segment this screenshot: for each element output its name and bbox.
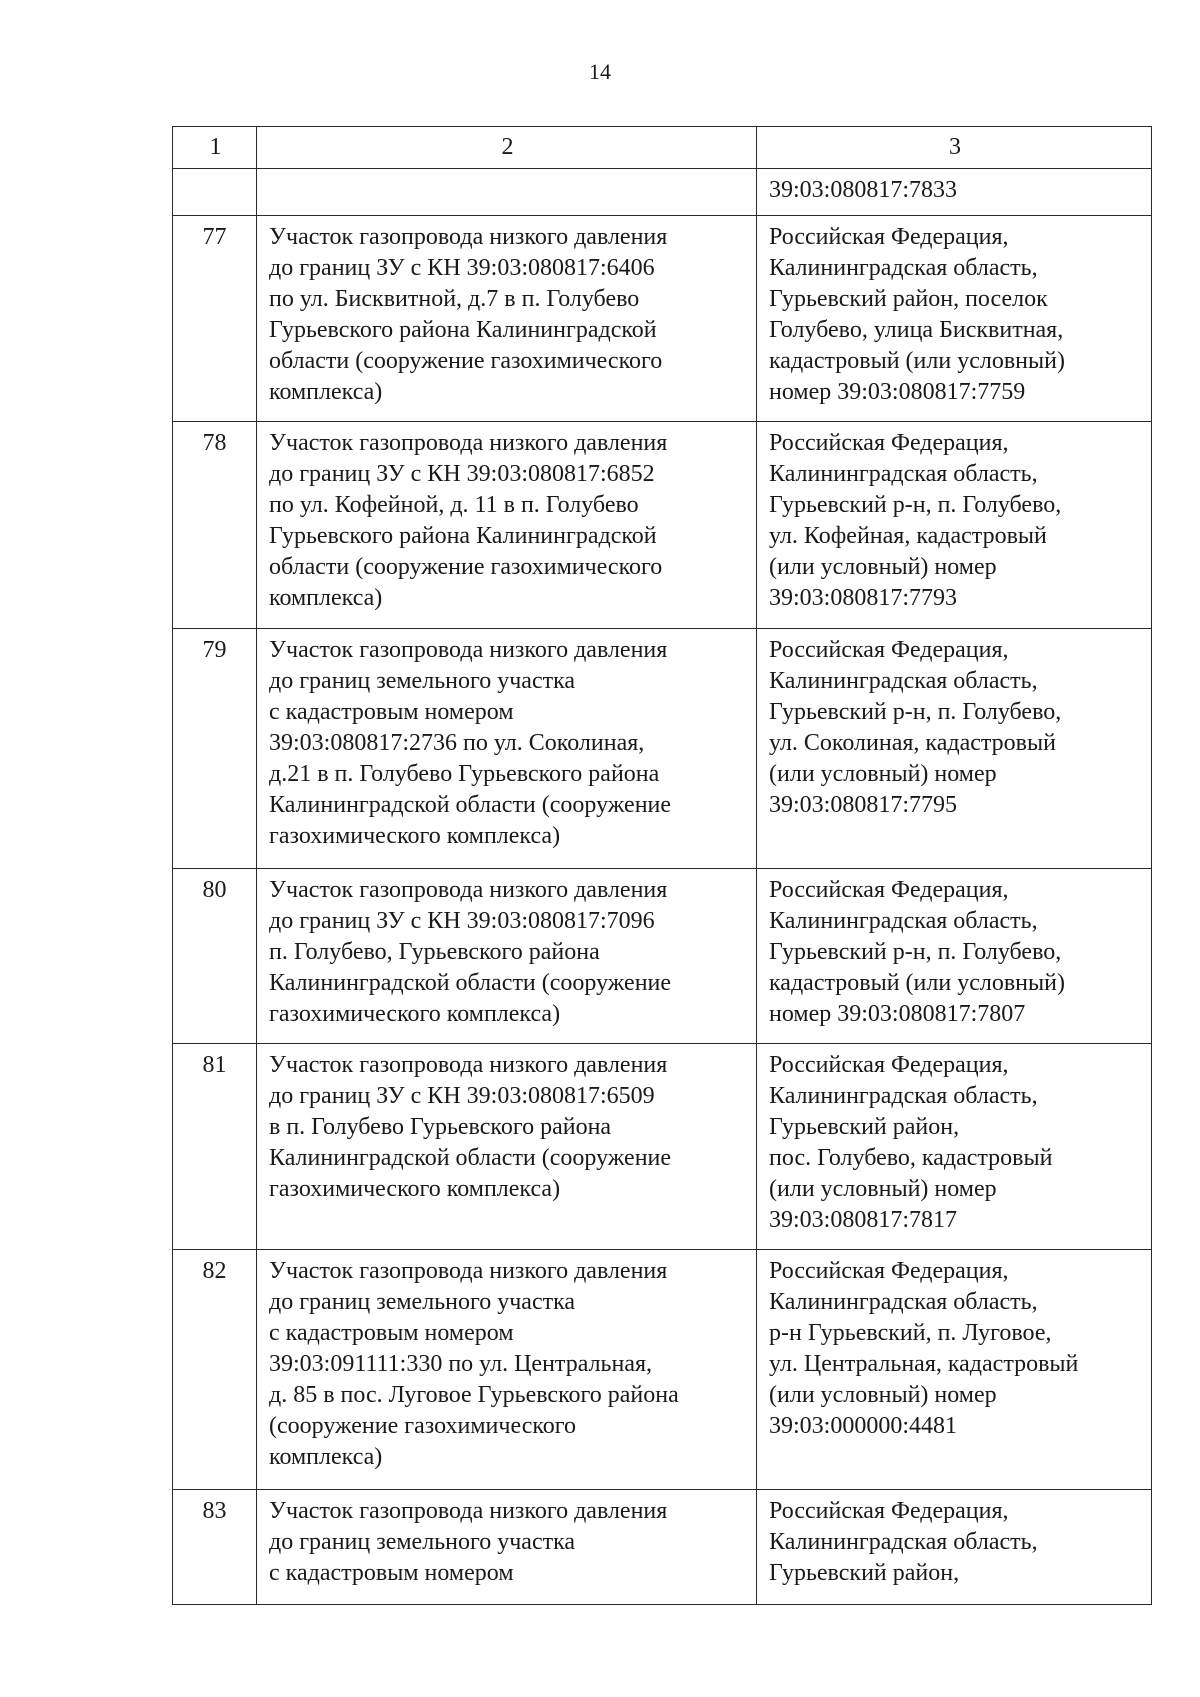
description-line: до границ ЗУ с КН 39:03:080817:6852 [269, 461, 655, 487]
description-line: Участок газопровода низкого давления [269, 430, 668, 456]
description-line: Калининградской области (сооружение [269, 970, 672, 996]
table-row [173, 1250, 1152, 1490]
continuation-row [173, 169, 1152, 216]
row-number: 79 [173, 629, 257, 869]
address-line: р-н Гурьевский, п. Луговое, [769, 1320, 1052, 1346]
object-description [257, 422, 757, 629]
object-address [757, 869, 1152, 1044]
description-line: д.21 в п. Голубево Гурьевского района [269, 761, 660, 787]
row-number: 80 [173, 869, 257, 1044]
table-row [173, 869, 1152, 1044]
table-row [173, 216, 1152, 422]
address-line: Российская Федерация, [769, 224, 1009, 250]
address-line: Калининградская область, [769, 255, 1038, 281]
description-line: до границ земельного участка [269, 1529, 576, 1555]
table-row [173, 422, 1152, 629]
address-line: Российская Федерация, [769, 1052, 1009, 1078]
table-row [173, 1044, 1152, 1250]
object-description [257, 169, 757, 216]
object-description [257, 1490, 757, 1605]
description-line: Участок газопровода низкого давления [269, 637, 668, 663]
address-line: ул. Кофейная, кадастровый [769, 523, 1047, 549]
row-number: 82 [173, 1250, 257, 1490]
description-line: с кадастровым номером [269, 1560, 514, 1586]
address-line: Калининградская область, [769, 461, 1038, 487]
column-header-2: 2 [257, 127, 757, 169]
description-line: комплекса) [269, 379, 383, 405]
description-line: (сооружение газохимического [269, 1413, 577, 1439]
description-line: д. 85 в пос. Луговое Гурьевского района [269, 1382, 679, 1408]
table-row [173, 1490, 1152, 1605]
column-header-3: 3 [757, 127, 1152, 169]
address-line: 39:03:080817:7793 [769, 585, 958, 611]
row-number: 83 [173, 1490, 257, 1605]
object-description [257, 1250, 757, 1490]
object-description [257, 869, 757, 1044]
address-line: кадастровый (или условный) [769, 970, 1065, 996]
address-line: 39:03:080817:7817 [769, 1207, 958, 1233]
row-number: 81 [173, 1044, 257, 1250]
address-line: Калининградская область, [769, 668, 1038, 694]
description-line: п. Голубево, Гурьевского района [269, 939, 600, 965]
description-line: Калининградской области (сооружение [269, 792, 672, 818]
description-line: с кадастровым номером [269, 699, 514, 725]
address-line: 39:03:000000:4481 [769, 1413, 958, 1439]
address-line: Калининградская область, [769, 1083, 1038, 1109]
description-line: Участок газопровода низкого давления [269, 1052, 668, 1078]
address-line: (или условный) номер [769, 761, 997, 787]
object-address [757, 1490, 1152, 1605]
description-line: области (сооружение газохимического [269, 348, 663, 374]
address-line: Гурьевский район, [769, 1114, 960, 1140]
address-line: номер 39:03:080817:7759 [769, 379, 1026, 405]
description-line: Участок газопровода низкого давления [269, 1258, 668, 1284]
address-line: пос. Голубево, кадастровый [769, 1145, 1053, 1171]
row-number [173, 169, 257, 216]
address-line: Гурьевский р-н, п. Голубево, [769, 492, 1062, 518]
object-address [757, 422, 1152, 629]
description-line: по ул. Бисквитной, д.7 в п. Голубево [269, 286, 640, 312]
address-line: Гурьевский район, [769, 1560, 960, 1586]
object-address [757, 1250, 1152, 1490]
address-line: (или условный) номер [769, 554, 997, 580]
description-line: в п. Голубево Гурьевского района [269, 1114, 612, 1140]
address-line: Калининградская область, [769, 908, 1038, 934]
page-number: 14 [589, 59, 611, 84]
address-line: 39:03:080817:7833 [769, 177, 958, 203]
description-line: области (сооружение газохимического [269, 554, 663, 580]
address-line: Российская Федерация, [769, 1258, 1009, 1284]
row-number: 77 [173, 216, 257, 422]
description-line: Участок газопровода низкого давления [269, 1498, 668, 1524]
address-line: Российская Федерация, [769, 1498, 1009, 1524]
address-line: номер 39:03:080817:7807 [769, 1001, 1026, 1027]
description-line: 39:03:080817:2736 по ул. Соколиная, [269, 730, 645, 756]
object-address [757, 169, 1152, 216]
description-line: газохимического комплекса) [269, 823, 561, 849]
object-description [257, 629, 757, 869]
address-line: Российская Федерация, [769, 637, 1009, 663]
object-address [757, 1044, 1152, 1250]
description-line: до границ земельного участка [269, 1289, 576, 1315]
address-line: Гурьевский р-н, п. Голубево, [769, 939, 1062, 965]
address-line: Российская Федерация, [769, 430, 1009, 456]
description-line: комплекса) [269, 1444, 383, 1470]
address-line: Калининградская область, [769, 1289, 1038, 1315]
address-line: Российская Федерация, [769, 877, 1009, 903]
description-line: 39:03:091111:330 по ул. Центральная, [269, 1351, 653, 1377]
description-line: с кадастровым номером [269, 1320, 514, 1346]
address-line: (или условный) номер [769, 1176, 997, 1202]
row-number: 78 [173, 422, 257, 629]
address-line: кадастровый (или условный) [769, 348, 1065, 374]
description-line: Гурьевского района Калининградской [269, 523, 657, 549]
description-line: газохимического комплекса) [269, 1001, 561, 1027]
address-line: ул. Соколиная, кадастровый [769, 730, 1056, 756]
address-line: Голубево, улица Бисквитная, [769, 317, 1064, 343]
column-header-1: 1 [173, 127, 257, 169]
description-line: комплекса) [269, 585, 383, 611]
description-line: газохимического комплекса) [269, 1176, 561, 1202]
description-line: до границ земельного участка [269, 668, 576, 694]
description-line: до границ ЗУ с КН 39:03:080817:6509 [269, 1083, 655, 1109]
description-line: Участок газопровода низкого давления [269, 224, 668, 250]
address-line: Калининградская область, [769, 1529, 1038, 1555]
address-line: (или условный) номер [769, 1382, 997, 1408]
table-row [173, 629, 1152, 869]
object-description [257, 1044, 757, 1250]
header-row [173, 127, 1152, 169]
description-line: по ул. Кофейной, д. 11 в п. Голубево [269, 492, 639, 518]
object-address [757, 216, 1152, 422]
address-line: Гурьевский р-н, п. Голубево, [769, 699, 1062, 725]
object-address [757, 629, 1152, 869]
object-description [257, 216, 757, 422]
description-line: Участок газопровода низкого давления [269, 877, 668, 903]
address-line: ул. Центральная, кадастровый [769, 1351, 1079, 1377]
description-line: до границ ЗУ с КН 39:03:080817:6406 [269, 255, 655, 281]
address-line: Гурьевский район, поселок [769, 286, 1048, 312]
objects-table [172, 126, 1152, 1605]
description-line: Калининградской области (сооружение [269, 1145, 672, 1171]
description-line: до границ ЗУ с КН 39:03:080817:7096 [269, 908, 655, 934]
description-line: Гурьевского района Калининградской [269, 317, 657, 343]
address-line: 39:03:080817:7795 [769, 792, 958, 818]
